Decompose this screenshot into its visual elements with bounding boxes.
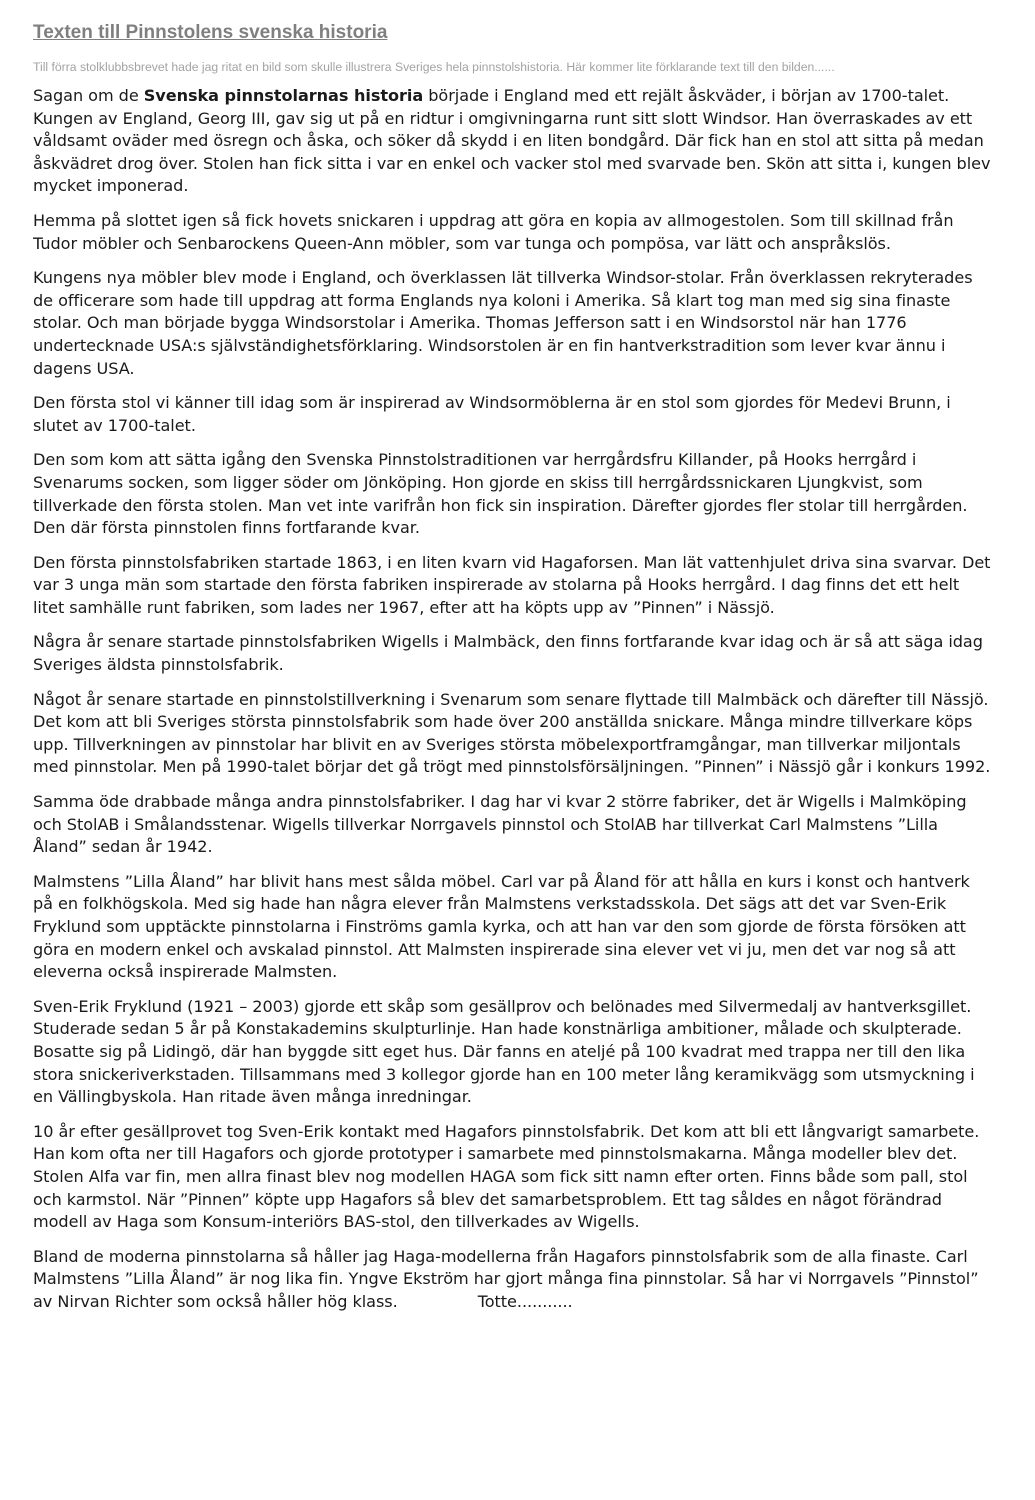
paragraph-2: Hemma på slottet igen så fick hovets snickaren i uppdrag att göra en kopia av allmogestolen. Som till skillnad från Tudor möbler och Senbarockens Queen-Ann möbler, som var tunga och pompösa, var lätt och anspråkslös.	[33, 210, 954, 253]
paragraph-12: 10 år efter gesällprovet tog Sven-Erik kontakt med Hagafors pinnstolsfabrik. Det kom att bli ett långvarigt samarbete. Han kom ofta ner till Hagafors och gjorde prototyper i samarbete med pinnstolsmakarna. Många modeller blev det. Stolen Alfa var fin, men allra finast blev nog modellen HAGA som fick sitt namn efter orten. Finns både som pall, stol och karmstol. När ”Pinnen” köpte upp Hagafors så blev det samarbetsproblem. Ett tag såldes en något förändrad modell av Haga som Konsum-interiörs BAS-stol, den tillverkades av Wigells.	[33, 1121, 980, 1232]
paragraph-13	[33, 1246, 991, 1314]
paragraph-6: Den första pinnstolsfabriken startade 1863, i en liten kvarn vid Hagaforsen. Man lät vattenhjulet driva sina svarvar. Det var 3 unga män som startade den första fabriken inspirerade av stolarna på Hooks herrgård. I dag finns det ett helt litet samhälle runt fabriken, som lades ner 1967, efter att ha köpts upp av ”Pinnen” i Nässjö.	[33, 552, 991, 617]
paragraph-13-text: Bland de moderna pinnstolarna så håller jag Haga-modellerna från Hagafors pinnstolsfabrik som de alla finaste. Carl Malmstens ”Lilla Åland” är nog lika fin. Yngve Ekström har gjort många fina pinnstolar. Så har vi Norrgavels ”Pinnstol” av Nirvan Richter som också håller hög klass.	[33, 1246, 979, 1311]
paragraph-11: Sven-Erik Fryklund (1921 – 2003) gjorde ett skåp som gesällprov och belönades med Silvermedalj av hantverksgillet. Studerade sedan 5 år på Konstakademins skulpturlinje. Han hade konstnärliga ambitioner, målade och skulpterade. Bosatte sig på Lidingö, där han byggde sitt eget hus. Där fanns en ateljé på 100 kvadrat med trappa ner till den lika stora snickeriverkstaden. Tillsammans med 3 kollegor gjorde han en 100 meter lång keramikvägg som utsmyckning i en Vällingbyskola. Han ritade även många inredningar.	[33, 996, 975, 1107]
paragraph-5: Den som kom att sätta igång den Svenska Pinnstolstraditionen var herrgårdsfru Killander, på Hooks herrgård i Svenarums socken, som ligger söder om Jönköping. Hon gjorde en skiss till herrgårdssnickaren Ljungkvist, som tillverkade den första stolen. Man vet inte varifrån hon fick sin inspiration. Därefter gjordes fler stolar till herrgården. Den där första pinnstolen finns fortfarande kvar.	[33, 450, 968, 538]
paragraph-3: Kungens nya möbler blev mode i England, och överklassen lät tillverka Windsor-stolar. Från överklassen rekryterades de officerare som hade till uppdrag att forma Englands nya koloni i Amerika. Så klart tog man med sig sina finaste stolar. Och man började bygga Windsorstolar i Amerika. Thomas Jefferson satt i en Windsorstol när han 1776 undertecknade USA:s självständighetsförklaring. Windsorstolen är en fin hantverkstradition som lever kvar ännu i dagens USA.	[33, 268, 973, 378]
paragraph-4: Den första stol vi känner till idag som är inspirerad av Windsormöblerna är en stol som gjordes för Medevi Brunn, i slutet av 1700-talet.	[33, 393, 951, 435]
paragraph-8: Något år senare startade en pinnstolstillverkning i Svenarum som senare flyttade till Malmbäck och därefter till Nässjö. Det kom att bli Sveriges största pinnstolsfabrik som hade över 200 anställda snickare. Många mindre tillverkare köps upp. Tillverkningen av pinnstolar har blivit en av Sveriges största möbelexportframgångar, man tillverkar miljontals med pinnstolar. Men på 1990-talet börjar det gå trögt med pinnstolsförsäljningen. ”Pinnen” i Nässjö går i konkurs 1992.	[33, 689, 991, 777]
paragraph-1	[33, 85, 991, 198]
paragraph-1-lead: Sagan om de	[33, 86, 144, 105]
paragraph-9: Samma öde drabbade många andra pinnstolsfabriker. I dag har vi kvar 2 större fabriker, det är Wigells i Malmköping och StolAB i Smålandsstenar. Wigells tillverkar Norrgavels pinnstol och StolAB har tillverkat Carl Malmstens ”Lilla Åland” sedan år 1942.	[33, 792, 967, 857]
intro-text: Till förra stolklubbsbrevet hade jag ritat en bild som skulle illustrera Sveriges hela pinnstolshistoria. Här kommer lite förklarande text till den bilden......	[33, 60, 835, 74]
paragraph-10: Malmstens ”Lilla Åland” har blivit hans mest sålda möbel. Carl var på Åland för att hålla en kurs i konst och hantverk på en folkhögskola. Med sig hade han några elever från Malmstens verkstadsskola. Det sägs att det var Sven-Erik Fryklund som upptäckte pinnstolarna i Finströms gamla kyrka, och att han var den som gjorde de första försöken att göra en modern enkel och avskalad pinnstol. Att Malmsten inspirerade sina elever vet vi ju, men det var nog så att eleverna också inspirerade Malmsten.	[33, 871, 970, 982]
document-title: Texten till Pinnstolens svenska historia	[33, 22, 388, 43]
signature: Totte...........	[477, 1291, 573, 1311]
paragraph-7: Några år senare startade pinnstolsfabriken Wigells i Malmbäck, den finns fortfarande kvar idag och är så att säga idag Sveriges äldsta pinnstolsfabrik.	[33, 632, 983, 675]
paragraph-1-rest: började i England med ett rejält åskväder, i början av 1700-talet. Kungen av England, Georg III, gav sig ut på en ridtur i omgivningarna runt sitt slott Windsor. Han överraskades av ett våldsamt oväder med ösregn och åska, och söker då skydd i en liten bondgård. Där fick han en stol att sitta på medan åskvädret drog över. Stolen han fick sitta i var en enkel och vacker stol med svarvade ben. Skön att sitta i, kungen blev mycket imponerad.	[33, 86, 991, 196]
paragraph-1-bold: Svenska pinnstolarnas historia	[143, 86, 424, 105]
